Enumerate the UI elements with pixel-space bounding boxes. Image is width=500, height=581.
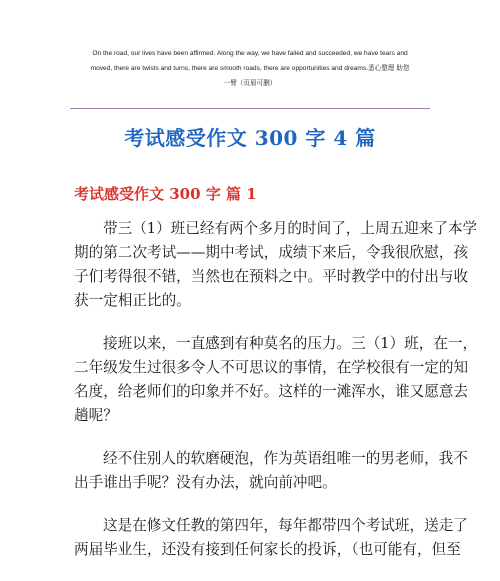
paragraph-line: 接班以来，一直感到有种莫名的压力。三（1）班，在一， (103, 335, 478, 352)
paragraph-line: 名度，给老师们的印象并不好。这样的一滩浑水，谁又愿意去 (74, 383, 469, 400)
paragraph-line: 经不住别人的软磨硬泡，作为英语组唯一的男老师，我不 (103, 450, 468, 467)
paragraph-line: 这是在修文任教的第四年，每年都带四个考试班，送走了 (103, 517, 468, 534)
paragraph-line: 期的第二次考试——期中考试，成绩下来后，令我很欣慰，孩 (74, 244, 469, 261)
header-line-1: On the road, our lives have been affirmed. Along the way, we have failed and succeeded, we have tears and (92, 50, 408, 57)
paragraph-2 (74, 332, 478, 428)
paragraph-line: 趟呢？ (74, 407, 118, 424)
paragraph-line: 带三（1）班已经有两个多月的时间了，上周五迎来了本学 (103, 220, 478, 237)
paragraph-line: 二年级发生过很多令人不可思议的事情，在学校很有一定的知 (74, 359, 469, 376)
header-line-3: 一臂（页眉可删） (223, 80, 277, 87)
document-title: 考试感受作文 300 字 4 篇 (124, 126, 376, 150)
header-divider (70, 108, 430, 109)
paragraph-line: 两届毕业生，还没有接到任何家长的投诉，（也可能有，但至 (74, 541, 461, 558)
document-body (74, 217, 478, 581)
page-header-note (70, 46, 430, 91)
paragraph-line: 出手谁出手呢？没有办法，就向前冲吧。 (74, 474, 337, 491)
paragraph-line: 子们考得很不错，当然也在预料之中。平时教学中的付出与收 (74, 268, 469, 285)
paragraph-4 (74, 514, 468, 562)
header-line-2: moved, there are twists and turns, there are smooth roads, there are opportunities and dreams.悉心整理 助您 (90, 65, 410, 72)
paragraph-line: 获一定相正比的。 (74, 292, 191, 309)
section-heading: 考试感受作文 300 字 篇 1 (74, 185, 257, 203)
paragraph-1 (74, 217, 478, 313)
paragraph-3 (74, 447, 468, 495)
